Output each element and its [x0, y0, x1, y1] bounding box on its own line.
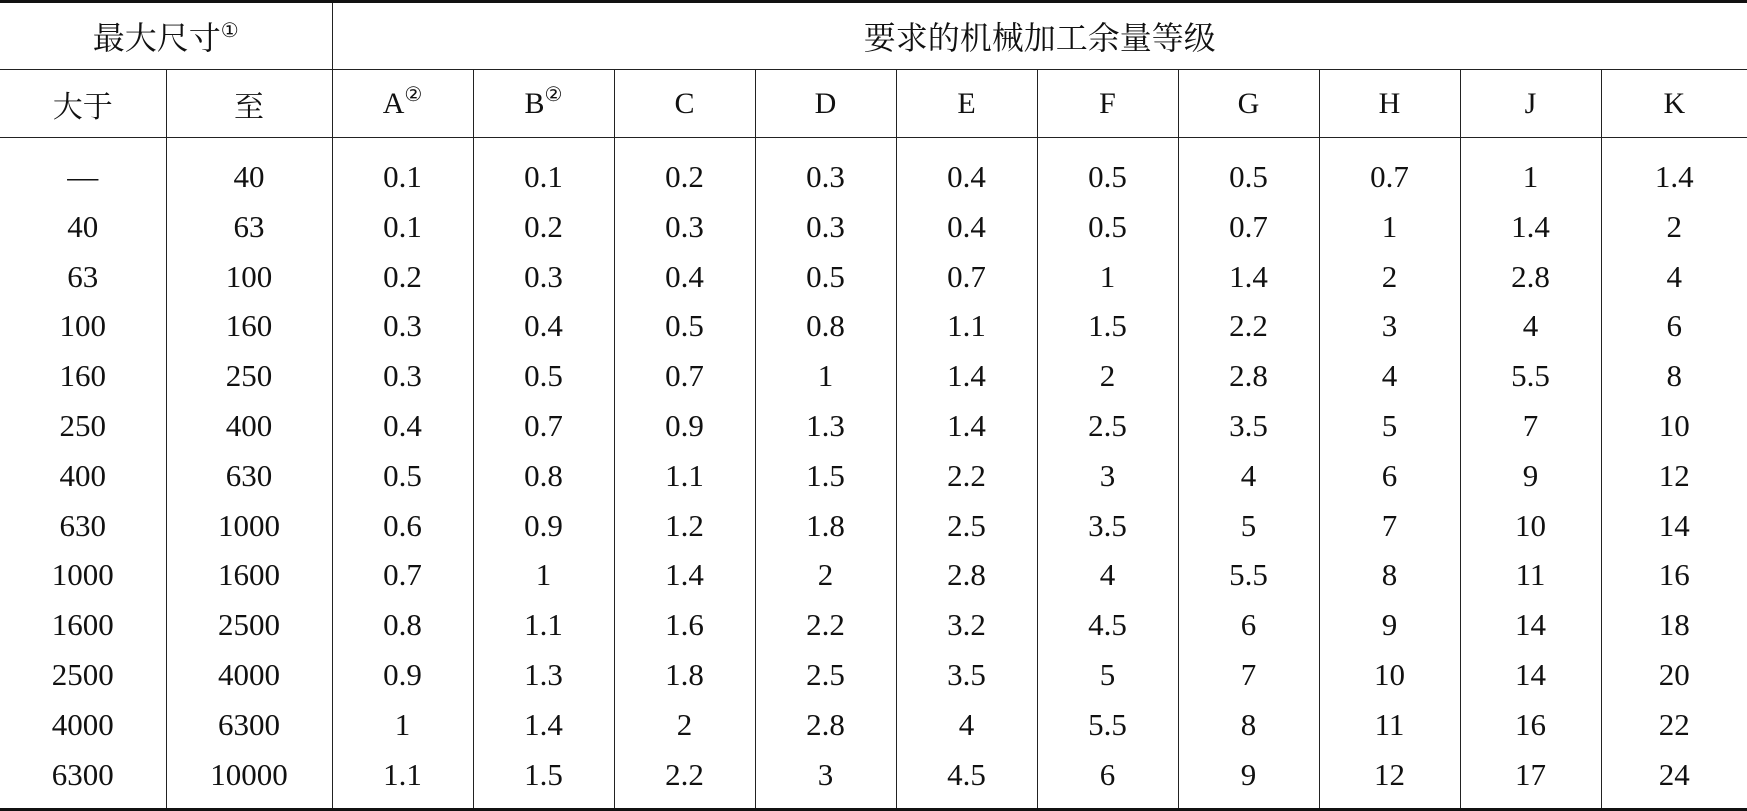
allowance-value-cell: 4 [1178, 451, 1319, 501]
size-to-cell: 1600 [166, 551, 332, 601]
allowance-value-cell: 24 [1601, 750, 1747, 809]
grade-label: B [524, 86, 545, 120]
allowance-value-cell: 17 [1460, 750, 1601, 809]
allowance-value-cell: 0.7 [614, 351, 755, 401]
allowance-value-cell: 1.6 [614, 600, 755, 650]
size-to-cell: 1000 [166, 501, 332, 551]
allowance-value-cell: 0.8 [755, 302, 896, 352]
size-from-cell: 630 [59, 507, 106, 543]
table-row [0, 252, 1747, 302]
max-size-label: 最大尺寸 [92, 20, 221, 56]
max-size-header [0, 2, 332, 70]
table-row [0, 600, 1747, 650]
allowance-value-cell: 11 [1319, 700, 1460, 750]
allowance-value-cell: 2.2 [1178, 302, 1319, 352]
allowance-value-cell: 0.6 [332, 501, 473, 551]
size-from-cell: 4000 [51, 706, 114, 742]
allowance-value-cell: 3.5 [896, 650, 1037, 700]
allowance-value-cell: 9 [1178, 750, 1319, 809]
allowance-value-cell: 0.1 [332, 202, 473, 252]
allowance-value-cell: 0.5 [755, 252, 896, 302]
size-from-cell: 2500 [51, 657, 114, 693]
table-row [0, 351, 1747, 401]
allowance-value-cell: 1.3 [755, 401, 896, 451]
from-header: 大于 [0, 70, 166, 138]
size-to-cell: 250 [166, 351, 332, 401]
size-from-cell: 400 [59, 457, 106, 493]
allowance-value-cell: 8 [1178, 700, 1319, 750]
size-from-cell: 250 [59, 408, 106, 444]
allowance-value-cell: 20 [1601, 650, 1747, 700]
size-to-cell: 160 [166, 302, 332, 352]
allowance-value-cell: 0.3 [332, 351, 473, 401]
allowance-value-cell: 4 [1601, 252, 1747, 302]
allowance-value-cell: 0.7 [1178, 202, 1319, 252]
allowance-value-cell: 4 [1319, 351, 1460, 401]
grade-header: 要求的机械加工余量等级 [332, 2, 1747, 70]
allowance-value-cell: 1.1 [896, 302, 1037, 352]
allowance-value-cell: 1.8 [755, 501, 896, 551]
allowance-value-cell: 14 [1460, 650, 1601, 700]
allowance-value-cell: 0.7 [332, 551, 473, 601]
table-row [0, 551, 1747, 601]
size-from-cell: 6300 [0, 750, 166, 809]
grade-col-header: F [1037, 70, 1178, 138]
allowance-value-cell: 1.8 [614, 650, 755, 700]
grade-col-header: C [614, 70, 755, 138]
grade-col-header: K [1601, 70, 1747, 138]
size-to-cell: 400 [166, 401, 332, 451]
allowance-value-cell: 1 [332, 700, 473, 750]
allowance-value-cell: 1.5 [755, 451, 896, 501]
allowance-value-cell: 2.2 [614, 750, 755, 809]
allowance-value-cell: 5 [1037, 650, 1178, 700]
allowance-value-cell: 1.1 [332, 750, 473, 809]
allowance-value-cell: 4.5 [1037, 600, 1178, 650]
to-header: 至 [166, 70, 332, 138]
allowance-value-cell: 3 [1319, 302, 1460, 352]
allowance-value-cell: 1.3 [473, 650, 614, 700]
size-to-cell: 100 [166, 252, 332, 302]
table-row [0, 501, 1747, 551]
allowance-value-cell: 5 [1178, 501, 1319, 551]
grade-col-header: D [755, 70, 896, 138]
allowance-value-cell: 3.2 [896, 600, 1037, 650]
allowance-value-cell: 2.8 [896, 551, 1037, 601]
allowance-value-cell: 0.5 [1037, 202, 1178, 252]
allowance-value-cell: 1.4 [1460, 202, 1601, 252]
allowance-value-cell: 6 [1319, 451, 1460, 501]
allowance-value-cell: 1.4 [896, 351, 1037, 401]
allowance-value-cell: 1.5 [1037, 302, 1178, 352]
size-from-cell: — [67, 159, 99, 194]
allowance-value-cell: 2 [1601, 202, 1747, 252]
allowance-value-cell: 0.9 [473, 501, 614, 551]
allowance-value-cell: 12 [1319, 750, 1460, 809]
allowance-value-cell: 14 [1601, 501, 1747, 551]
allowance-value-cell: 0.8 [473, 451, 614, 501]
allowance-value-cell: 3 [1037, 451, 1178, 501]
allowance-value-cell: 9 [1319, 600, 1460, 650]
table-row [0, 650, 1747, 700]
allowance-value-cell: 0.8 [332, 600, 473, 650]
allowance-value-cell: 3.5 [1178, 401, 1319, 451]
allowance-value-cell: 4 [1460, 302, 1601, 352]
allowance-value-cell: 1 [1037, 252, 1178, 302]
allowance-value-cell: 1.1 [473, 600, 614, 650]
allowance-value-cell: 10 [1601, 401, 1747, 451]
allowance-value-cell: 1.4 [896, 401, 1037, 451]
allowance-value-cell: 2.5 [755, 650, 896, 700]
allowance-value-cell: 4 [1037, 551, 1178, 601]
size-from-cell: 1000 [51, 557, 114, 593]
allowance-value-cell: 0.2 [332, 252, 473, 302]
allowance-value-cell: 6 [1178, 600, 1319, 650]
allowance-value-cell: 0.7 [1319, 138, 1460, 203]
allowance-value-cell: 5.5 [1037, 700, 1178, 750]
allowance-value-cell: 9 [1460, 451, 1601, 501]
allowance-value-cell: 2 [1319, 252, 1460, 302]
allowance-value-cell: 2.2 [896, 451, 1037, 501]
table-row [0, 202, 1747, 252]
allowance-value-cell: 0.3 [332, 302, 473, 352]
size-to-cell: 63 [166, 202, 332, 252]
allowance-value-cell: 1.1 [614, 451, 755, 501]
allowance-value-cell: 2.8 [755, 700, 896, 750]
allowance-value-cell: 0.3 [755, 202, 896, 252]
size-to-cell: 40 [166, 138, 332, 203]
table-row [0, 700, 1747, 750]
allowance-value-cell: 7 [1319, 501, 1460, 551]
table-row [0, 138, 1747, 203]
allowance-value-cell: 0.9 [332, 650, 473, 700]
allowance-value-cell: 4.5 [896, 750, 1037, 809]
allowance-value-cell: 5.5 [1460, 351, 1601, 401]
allowance-value-cell: 0.7 [473, 401, 614, 451]
table-row [0, 302, 1747, 352]
allowance-value-cell: 1 [473, 551, 614, 601]
allowance-value-cell: 0.1 [332, 138, 473, 203]
allowance-value-cell: 0.3 [755, 138, 896, 203]
allowance-value-cell: 0.5 [614, 302, 755, 352]
allowance-value-cell: 1.2 [614, 501, 755, 551]
allowance-value-cell: 0.5 [473, 351, 614, 401]
size-from-cell: 63 [67, 258, 99, 294]
grade-col-header: H [1319, 70, 1460, 138]
allowance-value-cell: 0.2 [614, 138, 755, 203]
allowance-value-cell: 1.4 [473, 700, 614, 750]
grade-col-header [332, 70, 473, 138]
allowance-value-cell: 5 [1319, 401, 1460, 451]
allowance-value-cell: 0.4 [473, 302, 614, 352]
allowance-value-cell: 0.3 [614, 202, 755, 252]
allowance-value-cell: 11 [1460, 551, 1601, 601]
allowance-value-cell: 1 [755, 351, 896, 401]
allowance-value-cell: 2 [1037, 351, 1178, 401]
allowance-value-cell: 3 [755, 750, 896, 809]
allowance-value-cell: 0.5 [332, 451, 473, 501]
allowance-value-cell: 1.4 [1601, 138, 1747, 203]
allowance-value-cell: 10 [1319, 650, 1460, 700]
allowance-value-cell: 2.8 [1460, 252, 1601, 302]
allowance-value-cell: 7 [1178, 650, 1319, 700]
size-to-cell: 4000 [166, 650, 332, 700]
grade-col-header: G [1178, 70, 1319, 138]
allowance-value-cell: 7 [1460, 401, 1601, 451]
header-row-1 [0, 2, 1747, 70]
allowance-value-cell: 5.5 [1178, 551, 1319, 601]
allowance-value-cell: 0.4 [614, 252, 755, 302]
allowance-value-cell: 22 [1601, 700, 1747, 750]
allowance-value-cell: 0.1 [473, 138, 614, 203]
allowance-value-cell: 1 [1319, 202, 1460, 252]
allowance-value-cell: 6 [1601, 302, 1747, 352]
grade-col-header [473, 70, 614, 138]
grade-label: A [382, 86, 405, 120]
allowance-value-cell: 1.4 [614, 551, 755, 601]
grade-col-header: E [896, 70, 1037, 138]
table-row [0, 401, 1747, 451]
allowance-value-cell: 2.2 [755, 600, 896, 650]
size-to-cell: 2500 [166, 600, 332, 650]
allowance-value-cell: 0.4 [896, 202, 1037, 252]
size-from-cell: 100 [59, 308, 106, 344]
allowance-value-cell: 0.4 [896, 138, 1037, 203]
size-to-cell: 630 [166, 451, 332, 501]
size-to-cell: 10000 [166, 750, 332, 809]
table-row [0, 750, 1747, 809]
allowance-value-cell: 16 [1601, 551, 1747, 601]
allowance-value-cell: 18 [1601, 600, 1747, 650]
allowance-value-cell: 0.4 [332, 401, 473, 451]
header-row-2 [0, 70, 1747, 138]
grade-footnote-mark: ② [544, 83, 563, 106]
allowance-value-cell: 6 [1037, 750, 1178, 809]
allowance-value-cell: 2.8 [1178, 351, 1319, 401]
allowance-value-cell: 2.5 [1037, 401, 1178, 451]
allowance-value-cell: 0.5 [1178, 138, 1319, 203]
allowance-value-cell: 1.4 [1178, 252, 1319, 302]
allowance-value-cell: 10 [1460, 501, 1601, 551]
max-size-footnote-mark: ① [220, 20, 239, 42]
table-body [0, 138, 1747, 810]
allowance-value-cell: 2 [614, 700, 755, 750]
grade-col-header: J [1460, 70, 1601, 138]
allowance-value-cell: 0.5 [1037, 138, 1178, 203]
allowance-value-cell: 16 [1460, 700, 1601, 750]
allowance-value-cell: 1 [1460, 138, 1601, 203]
allowance-value-cell: 1.5 [473, 750, 614, 809]
allowance-value-cell: 0.9 [614, 401, 755, 451]
table-row [0, 451, 1747, 501]
size-from-cell: 40 [67, 208, 99, 244]
allowance-value-cell: 0.3 [473, 252, 614, 302]
size-from-cell: 160 [59, 358, 106, 394]
allowance-value-cell: 2.5 [896, 501, 1037, 551]
allowance-value-cell: 3.5 [1037, 501, 1178, 551]
allowance-value-cell: 8 [1319, 551, 1460, 601]
allowance-value-cell: 8 [1601, 351, 1747, 401]
allowance-value-cell: 12 [1601, 451, 1747, 501]
allowance-value-cell: 0.7 [896, 252, 1037, 302]
allowance-value-cell: 0.2 [473, 202, 614, 252]
allowance-value-cell: 4 [896, 700, 1037, 750]
grade-footnote-mark: ② [404, 83, 423, 106]
allowance-value-cell: 2 [755, 551, 896, 601]
size-from-cell: 1600 [51, 607, 114, 643]
allowance-value-cell: 14 [1460, 600, 1601, 650]
size-to-cell: 6300 [166, 700, 332, 750]
